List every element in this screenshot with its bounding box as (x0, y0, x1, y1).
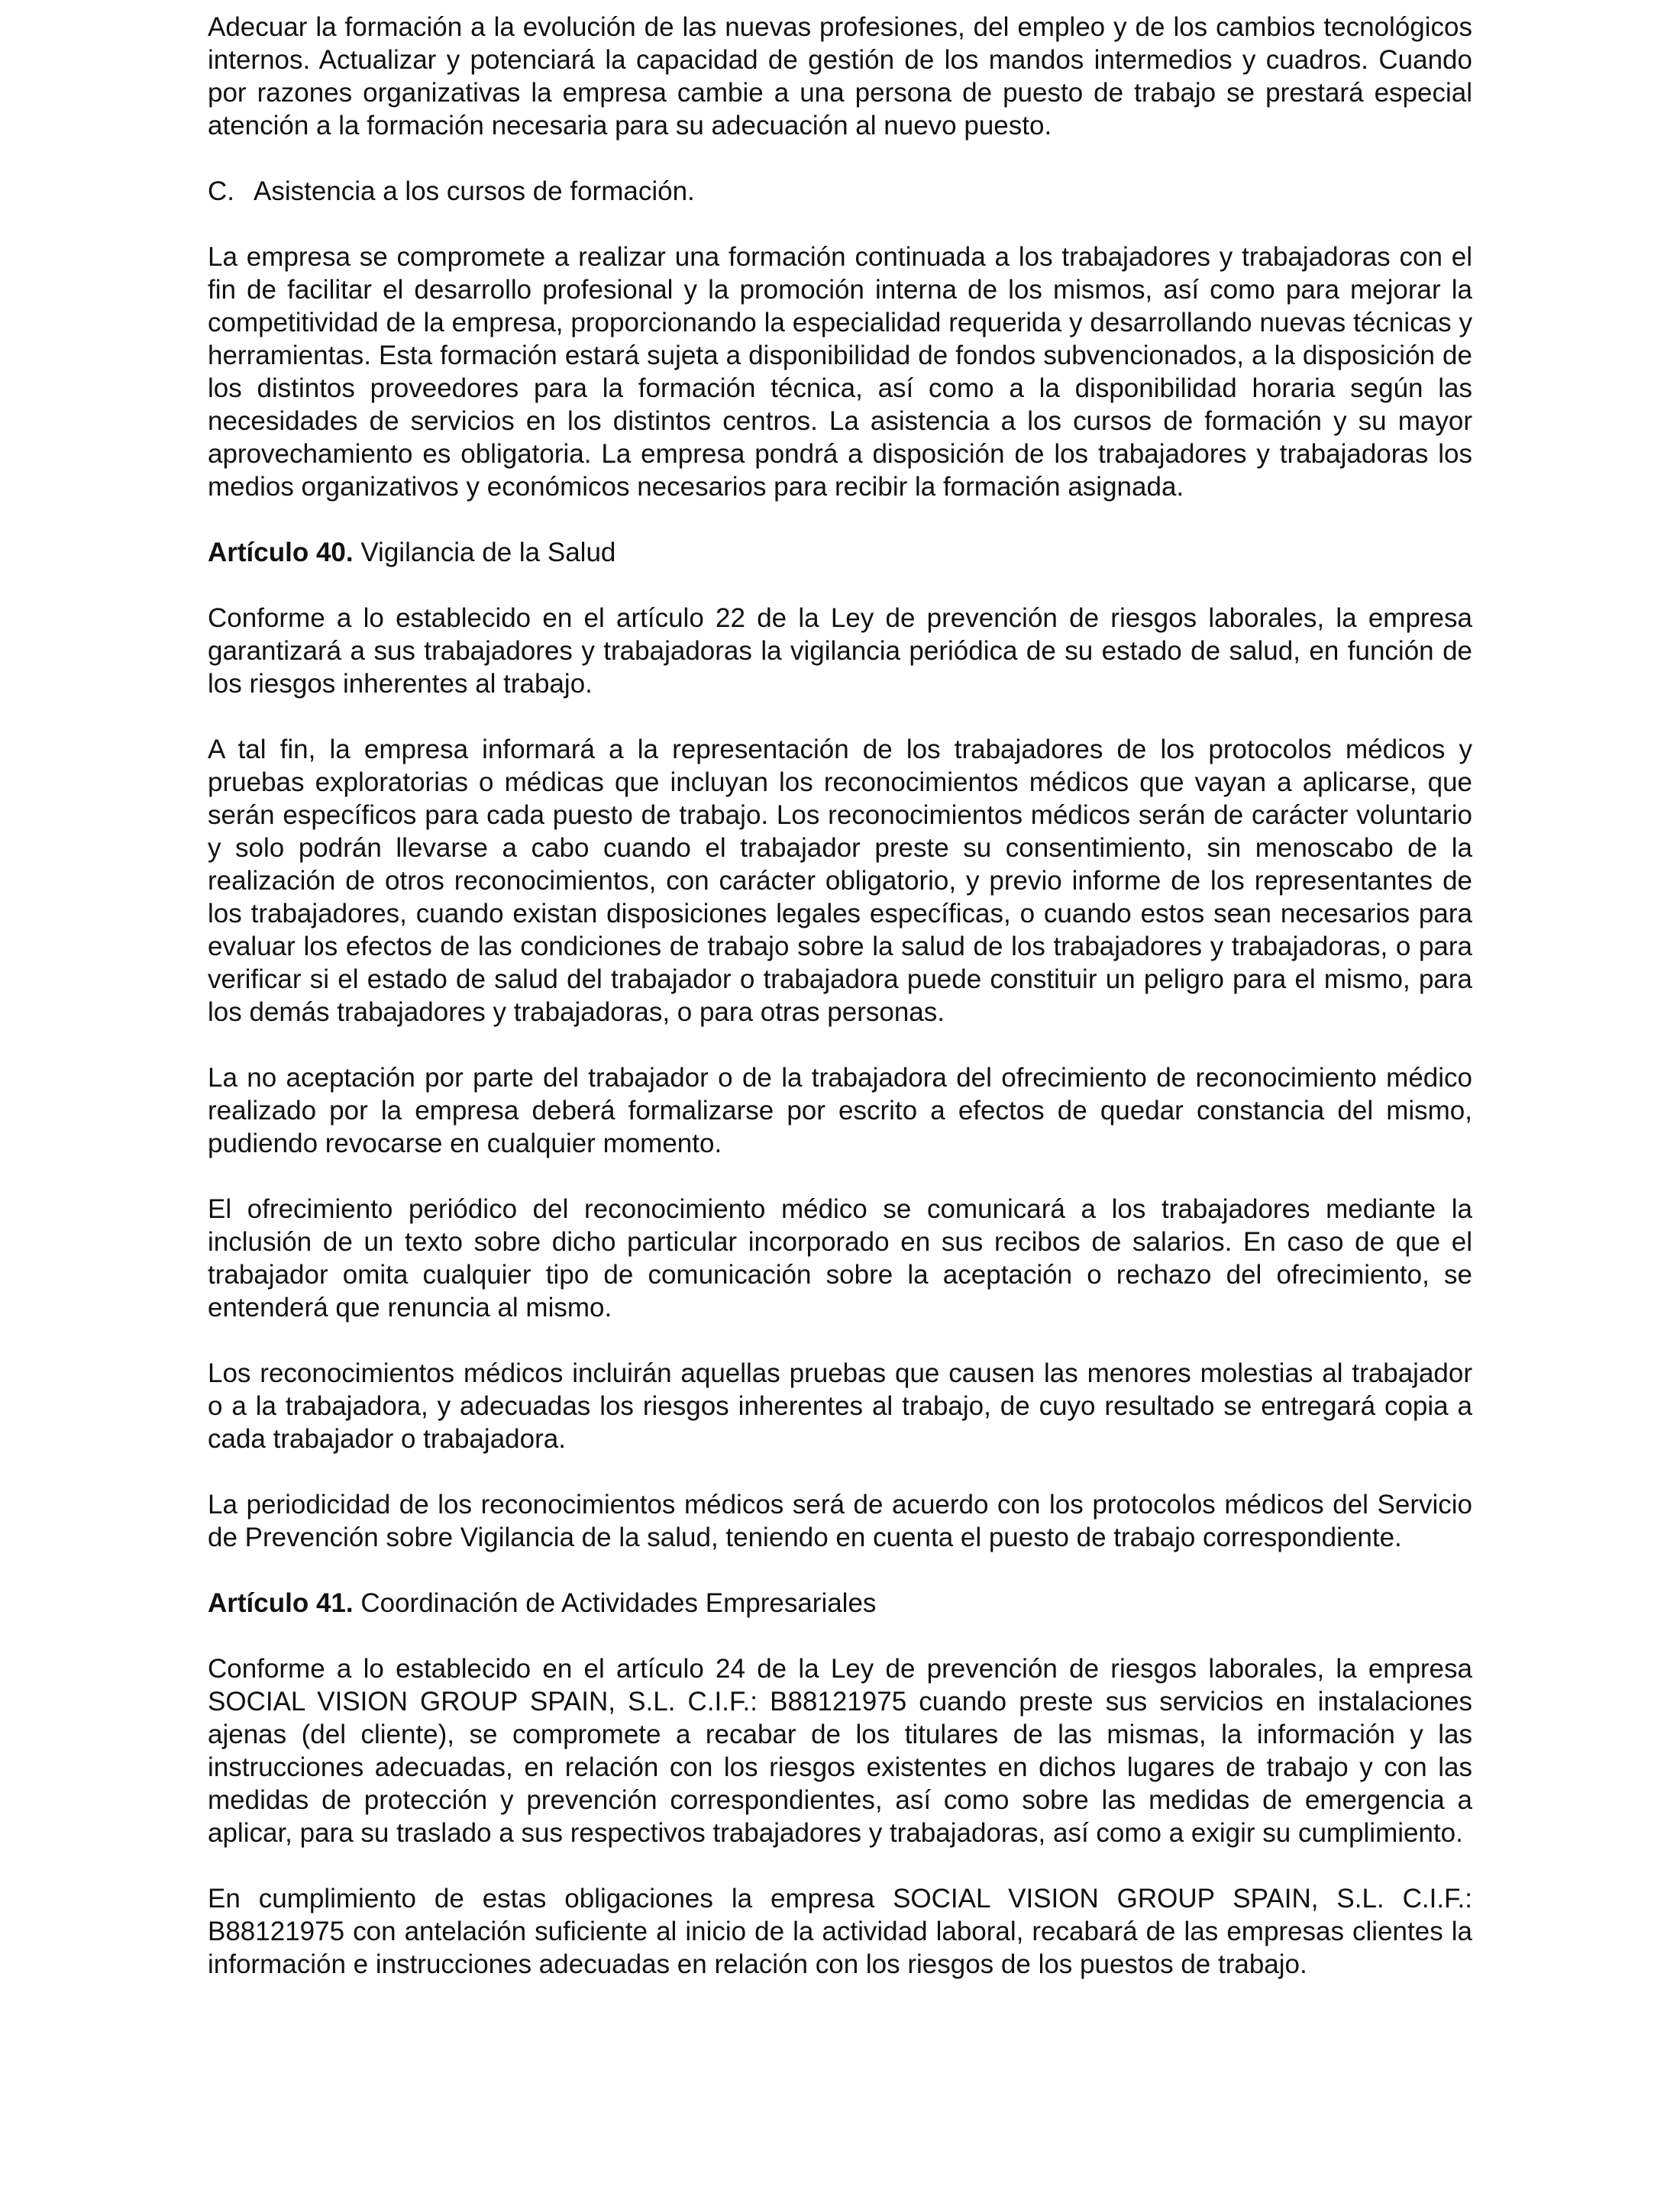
document-page (208, 11, 1472, 1981)
article-40-paragraph: Los reconocimientos médicos incluirán aquellas pruebas que causen las menores molestias al trabajador o a la trabajadora, y adecuadas los riesgos inherentes al trabajo, de cuyo resultado se entregará copia a cada trabajador o trabajadora. (208, 1358, 1472, 1454)
paragraph-formacion-adecuacion: Adecuar la formación a la evolución de las nuevas profesiones, del empleo y de los cambios tecnológicos internos. Actualizar y potenciará la capacidad de gestión de los mandos intermedios y cuadros. Cuando por razones organizativas la empresa cambie a una persona de puesto de trabajo se prestará especial atención a la formación necesaria para su adecuación al nuevo puesto. (208, 12, 1472, 140)
section-c-title: Asistencia a los cursos de formación. (254, 176, 695, 206)
article-41-paragraph: Conforme a lo establecido en el artículo 24 de la Ley de prevención de riesgos laborales, la empresa SOCIAL VISION GROUP SPAIN, S.L. C.I.F.: B88121975 cuando preste sus servicios en instalaciones ajenas (del cliente), se compromete a recabar de los titulares de las mismas, la información y las instrucciones adecuadas, en relación con los riesgos existentes en dichos lugares de trabajo y con las medidas de protección y prevención correspondientes, así como sobre las medidas de emergencia a aplicar, para su traslado a sus respectivos trabajadores y trabajadoras, así como a exigir su cumplimiento. (208, 1654, 1472, 1848)
section-c-label: C. (208, 176, 234, 206)
article-41-heading (208, 1587, 1472, 1620)
article-40-paragraph: A tal fin, la empresa informará a la representación de los trabajadores de los protocolos médicos y pruebas exploratorias o médicas que incluyan los reconocimientos médicos que vayan a aplicarse, que serán específicos para cada puesto de trabajo. Los reconocimientos médicos serán de carácter voluntario y solo podrán llevarse a cabo cuando el trabajador preste su consentimiento, sin menoscabo de la realización de otros reconocimientos, con carácter obligatorio, y previo informe de los representantes de los trabajadores, cuando existan disposiciones legales específicas, o cuando estos sean necesarios para evaluar los efectos de las condiciones de trabajo sobre la salud de los trabajadores y trabajadoras, o para verificar si el estado de salud del trabajador o trabajadora puede constituir un peligro para el mismo, para los demás trabajadores y trabajadoras, o para otras personas. (208, 735, 1472, 1027)
article-40-paragraph: La no aceptación por parte del trabajador o de la trabajadora del ofrecimiento de reconocimiento médico realizado por la empresa deberá formalizarse por escrito a efectos de quedar constancia del mismo, pudiendo revocarse en cualquier momento. (208, 1063, 1472, 1158)
article-41-paragraph: En cumplimiento de estas obligaciones la empresa SOCIAL VISION GROUP SPAIN, S.L. C.I.F.: B88121975 con antelación suficiente al inicio de la actividad laboral, recabará de las empresas clientes la información e instrucciones adecuadas en relación con los riesgos de los puestos de trabajo. (208, 1884, 1472, 1979)
article-40-paragraph: El ofrecimiento periódico del reconocimiento médico se comunicará a los trabajadores mediante la inclusión de un texto sobre dicho particular incorporado en sus recibos de salarios. En caso de que el trabajador omita cualquier tipo de comunicación sobre la aceptación o rechazo del ofrecimiento, se entenderá que renuncia al mismo. (208, 1194, 1472, 1323)
article-41-title: Coordinación de Actividades Empresariales (360, 1588, 877, 1618)
article-40-number: Artículo 40. (208, 538, 354, 567)
article-40-heading (208, 536, 1472, 569)
article-40-paragraph: La periodicidad de los reconocimientos médicos será de acuerdo con los protocolos médicos del Servicio de Prevención sobre Vigilancia de la salud, teniendo en cuenta el puesto de trabajo correspondiente. (208, 1490, 1472, 1552)
article-41-number: Artículo 41. (208, 1588, 354, 1618)
article-40-title: Vigilancia de la Salud (360, 538, 616, 567)
article-40-paragraph: Conforme a lo establecido en el artículo 22 de la Ley de prevención de riesgos laborales, la empresa garantizará a sus trabajadores y trabajadoras la vigilancia periódica de su estado de salud, en función de los riesgos inherentes al trabajo. (208, 603, 1472, 699)
paragraph-asistencia-cursos: La empresa se compromete a realizar una formación continuada a los trabajadores y trabajadoras con el fin de facilitar el desarrollo profesional y la promoción interna de los mismos, así como para mejorar la competitividad de la empresa, proporcionando la especialidad requerida y desarrollando nuevas técnicas y herramientas. Esta formación estará sujeta a disponibilidad de fondos subvencionados, a la disposición de los distintos proveedores para la formación técnica, así como a la disponibilidad horaria según las necesidades de servicios en los distintos centros. La asistencia a los cursos de formación y su mayor aprovechamiento es obligatoria. La empresa pondrá a disposición de los trabajadores y trabajadoras los medios organizativos y económicos necesarios para recibir la formación asignada. (208, 242, 1472, 502)
section-c-heading (208, 175, 1472, 208)
